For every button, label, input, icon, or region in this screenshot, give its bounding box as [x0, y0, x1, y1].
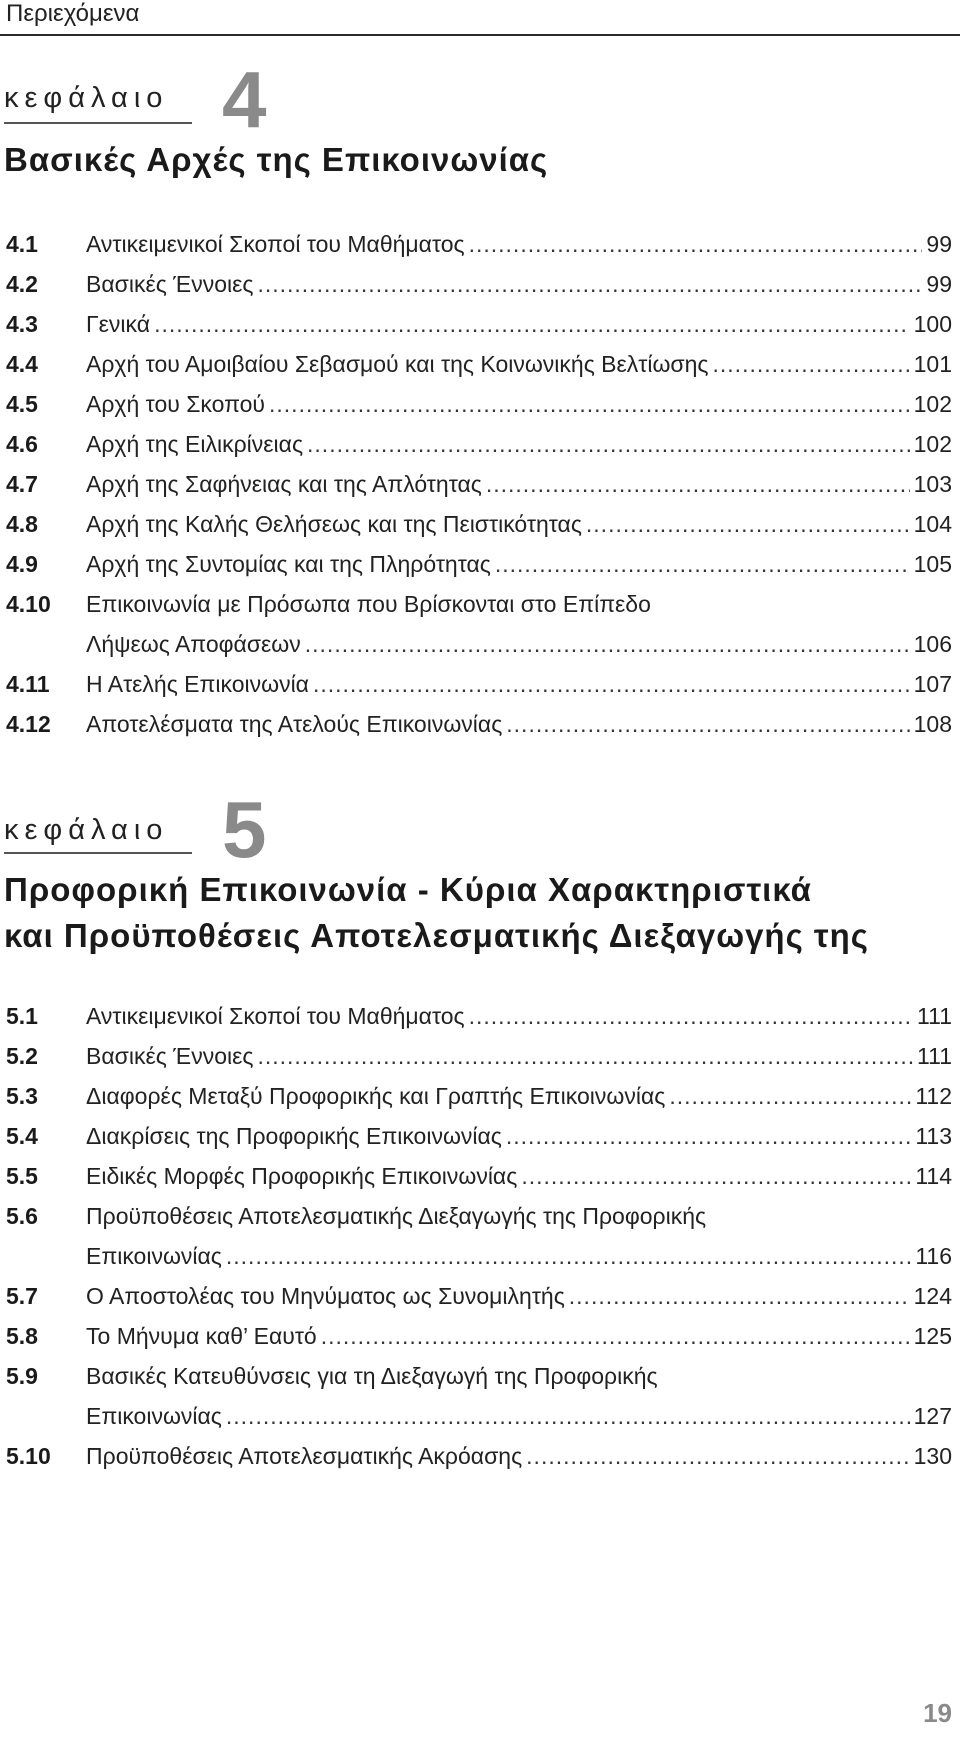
toc-entry-title: Γενικά	[86, 311, 151, 337]
toc-entry[interactable]	[0, 1116, 960, 1156]
toc-entry-number: 5.6	[6, 1203, 38, 1229]
toc-entry-page: 101	[913, 351, 952, 377]
chapter-title-line-2: και Προϋποθέσεις Αποτελεσματικής Διεξαγωγής της	[4, 917, 869, 954]
toc-entry-title: Ειδικές Μορφές Προφορικής Επικοινωνίας	[86, 1163, 518, 1189]
toc-dot-leader	[506, 1116, 911, 1156]
toc-entry-number: 4.4	[6, 351, 38, 377]
toc-entry-number: 4.9	[6, 551, 38, 577]
toc-entry[interactable]	[0, 424, 960, 464]
header-title: Περιεχόμενα	[6, 0, 140, 27]
toc-entry-number: 5.2	[6, 1043, 38, 1069]
toc-entry-page: 104	[913, 511, 952, 537]
toc-dot-leader	[313, 664, 910, 704]
toc-entry-number: 4.2	[6, 271, 38, 297]
toc-entry[interactable]	[0, 1156, 960, 1196]
toc-entry-page: 114	[915, 1163, 952, 1189]
toc-entry[interactable]	[0, 1076, 960, 1116]
toc-dot-leader	[154, 304, 910, 344]
chapter-title-line-1: Προφορική Επικοινωνία - Κύρια Χαρακτηριστικά	[4, 871, 812, 908]
toc-dot-leader	[506, 704, 909, 744]
toc-entry-title: Αποτελέσματα της Ατελούς Επικοινωνίας	[86, 711, 503, 737]
toc-entry[interactable]	[0, 704, 960, 744]
chapter-label: κεφάλαιο	[4, 82, 169, 114]
toc-dot-leader	[469, 224, 923, 264]
toc-entry-page: 111	[917, 1043, 952, 1069]
toc-entry-number: 5.9	[6, 1363, 38, 1389]
toc-entry-number: 4.7	[6, 471, 38, 497]
toc-entry-title: Προϋποθέσεις Αποτελεσματικής Ακρόασης	[86, 1443, 523, 1469]
toc-entry-page: 106	[913, 631, 952, 657]
toc-entry-title: Διαφορές Μεταξύ Προφορικής και Γραπτής Επικοινωνίας	[86, 1083, 666, 1109]
toc-dot-leader	[486, 464, 910, 504]
toc-entry[interactable]	[0, 1316, 960, 1356]
toc-entry[interactable]	[0, 224, 960, 264]
toc-entry-page: 99	[926, 271, 952, 297]
toc-entry-title: Αρχή του Αμοιβαίου Σεβασμού και της Κοινωνικής Βελτίωσης	[86, 351, 709, 377]
chapter-number: 5	[222, 785, 267, 874]
toc-entry-number: 4.12	[6, 711, 51, 737]
toc-entry-title: Επικοινωνίας	[86, 1403, 222, 1429]
toc-entry-number: 4.6	[6, 431, 38, 457]
toc-entry-page: 125	[913, 1323, 952, 1349]
toc-entry[interactable]	[0, 664, 960, 704]
toc-entry-number: 5.8	[6, 1323, 38, 1349]
toc-entry[interactable]	[0, 264, 960, 304]
toc-entry-number: 5.4	[6, 1123, 38, 1149]
toc-entry-number: 4.5	[6, 391, 38, 417]
toc-entry-number: 5.3	[6, 1083, 38, 1109]
toc-entry-title: Αρχή του Σκοπού	[86, 391, 266, 417]
toc-entry-number: 5.5	[6, 1163, 38, 1189]
toc-entry-title-first-line: Επικοινωνία με Πρόσωπα που Βρίσκονται στο Επίπεδο	[86, 591, 651, 617]
toc-entry-title: Αρχή της Ειλικρίνειας	[86, 431, 304, 457]
toc-entry[interactable]	[0, 996, 960, 1036]
toc-entry-title: Αρχή της Καλής Θελήσεως και της Πειστικότητας	[86, 511, 582, 537]
toc-entry-title: Αρχή της Συντομίας και της Πληρότητας	[86, 551, 491, 577]
toc-entry-number: 4.3	[6, 311, 38, 337]
toc-dot-leader	[469, 996, 913, 1036]
toc-entry-page: 107	[913, 671, 952, 697]
chapter-label-underline	[4, 852, 192, 854]
toc-dot-leader	[305, 624, 910, 664]
toc-entry[interactable]	[0, 1436, 960, 1476]
toc-entry[interactable]	[0, 1196, 960, 1276]
header-rule	[0, 34, 960, 36]
toc-entry-number: 4.1	[6, 231, 38, 257]
toc-entry-page: 100	[913, 311, 952, 337]
toc-entry-page: 130	[913, 1443, 952, 1469]
toc-entry-number: 4.10	[6, 591, 51, 617]
toc-entry-title: Λήψεως Αποφάσεων	[86, 631, 301, 657]
toc-entry-title: Βασικές Έννοιες	[86, 271, 254, 297]
toc-dot-leader	[226, 1396, 910, 1436]
toc-entry-page: 108	[913, 711, 952, 737]
toc-entry[interactable]	[0, 464, 960, 504]
toc-entry-page: 111	[917, 1003, 952, 1029]
toc-dot-leader	[321, 1316, 910, 1356]
page-header	[0, 0, 960, 30]
toc-dot-leader	[226, 1236, 911, 1276]
toc-entry-title: Διακρίσεις της Προφορικής Επικοινωνίας	[86, 1123, 502, 1149]
toc-entry-page: 105	[913, 551, 952, 577]
toc-entry[interactable]	[0, 384, 960, 424]
toc-entry-title-first-line: Προϋποθέσεις Αποτελεσματικής Διεξαγωγής της Προφορικής	[86, 1203, 707, 1229]
toc-entry-page: 103	[913, 471, 952, 497]
toc-dot-leader	[495, 544, 910, 584]
toc-entry-page: 99	[926, 231, 952, 257]
toc-dot-leader	[569, 1276, 910, 1316]
toc-entry-title: Επικοινωνίας	[86, 1243, 222, 1269]
page-number: 19	[923, 1698, 952, 1728]
toc-entry[interactable]	[0, 584, 960, 664]
toc-entry-page: 102	[913, 431, 952, 457]
toc-entry[interactable]	[0, 304, 960, 344]
toc-entry-number: 4.8	[6, 511, 38, 537]
toc-entry-number: 5.10	[6, 1443, 51, 1469]
chapter-label: κεφάλαιο	[4, 814, 169, 846]
toc-entry[interactable]	[0, 1356, 960, 1436]
toc-entry[interactable]	[0, 504, 960, 544]
toc-entry-title: Το Μήνυμα καθ’ Εαυτό	[86, 1323, 317, 1349]
toc-entry-title: Η Ατελής Επικοινωνία	[86, 671, 309, 697]
toc-entry-title: Αντικειμενικοί Σκοποί του Μαθήματος	[86, 231, 465, 257]
toc-entry-number: 5.7	[6, 1283, 38, 1309]
toc-dot-leader	[521, 1156, 911, 1196]
toc-entry-page: 102	[913, 391, 952, 417]
toc-dot-leader	[269, 384, 910, 424]
toc-dot-leader	[257, 1036, 913, 1076]
toc-entry-number: 5.1	[6, 1003, 38, 1029]
toc-entry[interactable]	[0, 344, 960, 384]
toc-dot-leader	[669, 1076, 911, 1116]
toc-dot-leader	[713, 344, 910, 384]
toc-entry-page: 124	[913, 1283, 952, 1309]
toc-entry-title: Αρχή της Σαφήνειας και της Απλότητας	[86, 471, 482, 497]
toc-entry-page: 113	[915, 1123, 952, 1149]
toc-entry[interactable]	[0, 1036, 960, 1076]
toc-entry[interactable]	[0, 1276, 960, 1316]
toc-entry-number: 4.11	[6, 671, 50, 697]
toc-entry[interactable]	[0, 544, 960, 584]
toc-dot-leader	[526, 1436, 909, 1476]
chapter-title: Βασικές Αρχές της Επικοινωνίας	[4, 141, 549, 178]
toc-entry-title-first-line: Βασικές Κατευθύνσεις για τη Διεξαγωγή της Προφορικής	[86, 1363, 658, 1389]
toc-entry-page: 112	[915, 1083, 952, 1109]
chapter-number: 4	[222, 55, 267, 144]
toc-dot-leader	[307, 424, 910, 464]
toc-dot-leader	[257, 264, 922, 304]
toc-entry-title: Αντικειμενικοί Σκοποί του Μαθήματος	[86, 1003, 465, 1029]
toc-entry-title: Ο Αποστολέας του Μηνύματος ως Συνομιλητής	[86, 1283, 565, 1309]
chapter-label-underline	[4, 122, 192, 124]
toc-entry-page: 116	[915, 1243, 952, 1269]
toc-entry-title: Βασικές Έννοιες	[86, 1043, 254, 1069]
toc-entry-page: 127	[913, 1403, 952, 1429]
toc-dot-leader	[586, 504, 910, 544]
